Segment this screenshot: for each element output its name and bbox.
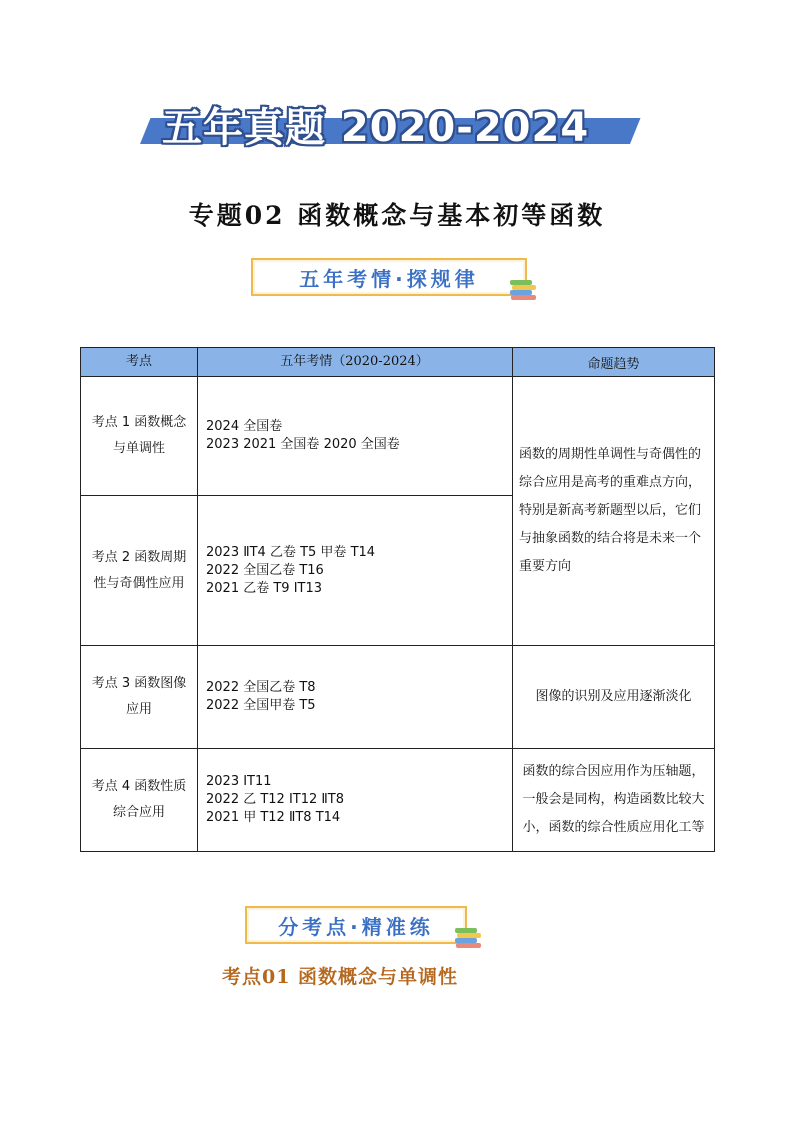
year-line: 2022 乙 T12 ⅠT12 ⅡT8: [206, 792, 345, 807]
section-label-trends: 五年考情·探规律: [251, 258, 527, 296]
books-icon: [455, 928, 481, 948]
header-topic: 考点: [81, 348, 198, 377]
year-line: 2023 ⅠT11: [206, 774, 272, 789]
books-icon: [510, 280, 536, 300]
topic-cell: 考点 2 函数周期性与奇偶性应用: [81, 496, 198, 646]
trend-cell-merged: 函数的周期性单调性与奇偶性的综合应用是高考的重难点方向，特别是新高考新题型以后，它们与抽象函数的结合将是未来一个重要方向: [513, 377, 715, 646]
year-line: 2023 ⅡT4 乙卷 T5 甲卷 T14: [206, 544, 376, 560]
years-cell: [198, 496, 513, 646]
year-line: 2023 2021 全国卷 2020 全国卷: [206, 437, 400, 452]
years-cell: [198, 646, 513, 749]
table-row: [81, 377, 715, 496]
topic-cell: 考点 3 函数图像应用: [81, 646, 198, 749]
year-line: 2021 甲 T12 ⅡT8 T14: [206, 810, 341, 825]
years-cell: [198, 749, 513, 852]
year-line: 2024 全国卷: [206, 419, 283, 434]
table-row: [81, 646, 715, 749]
topic-heading: 考点01 函数概念与单调性: [222, 966, 459, 988]
years-cell: [198, 377, 513, 496]
table-row: [81, 749, 715, 852]
table-header-row: [81, 348, 715, 377]
topic-cell: 考点 4 函数性质综合应用: [81, 749, 198, 852]
document-title: 专题02 函数概念与基本初等函数: [188, 201, 606, 230]
year-line: 2022 全国乙卷 T16: [206, 562, 324, 578]
section-label-practice: 分考点·精准练: [245, 906, 467, 944]
year-line: 2022 全国乙卷 T8: [206, 680, 316, 695]
header-trend: 命题趋势: [513, 348, 715, 377]
trend-cell: 函数的综合因应用作为压轴题，一般会是同构，构造函数比较大小，函数的综合性质应用化工等: [513, 749, 715, 852]
header-years: 五年考情（2020-2024）: [198, 348, 513, 377]
topic-cell: 考点 1 函数概念与单调性: [81, 377, 198, 496]
year-line: 2021 乙卷 T9 ⅠT13: [206, 580, 323, 596]
exam-trend-table: [80, 347, 715, 852]
title-banner: [140, 92, 635, 154]
year-line: 2022 全国甲卷 T5: [206, 698, 316, 713]
banner-text: 五年真题 2020-2024: [162, 105, 590, 151]
trend-cell: 图像的识别及应用逐渐淡化: [513, 646, 715, 749]
